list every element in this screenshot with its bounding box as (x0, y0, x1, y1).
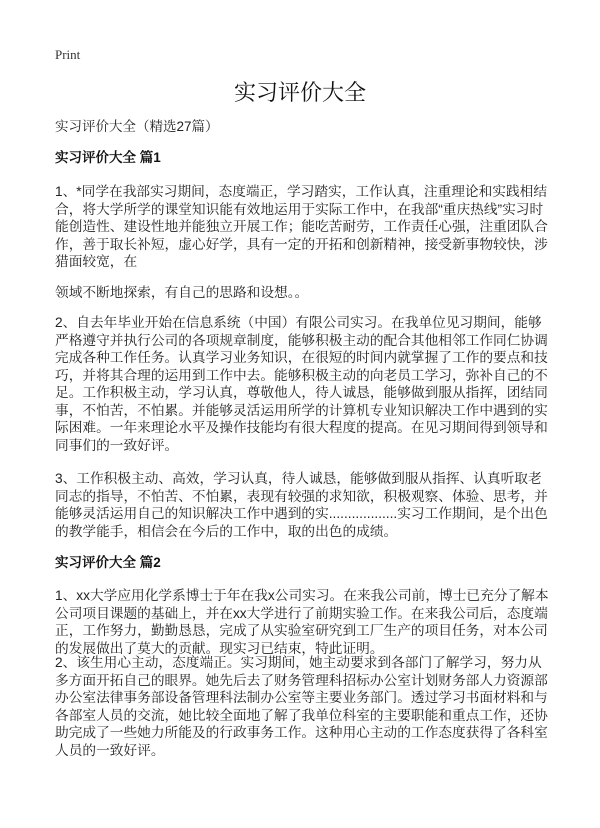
paragraph-line: 1、xx大学应用化学系博士于年在我x公司实习。在来我公司前，博士已充分了解本 (55, 588, 549, 603)
paragraph-line: 办公室法律事务部设备管理科法制办公室等主要业务部门。透过学习书面材料和与 (55, 690, 548, 705)
paragraph-line: 多方面开拓自己的眼界。她先后去了财务管理科招标办公室计划财务部人力资源部 (55, 672, 548, 688)
paragraph (55, 183, 555, 271)
paragraph-line: 能创造性、建设性地并能独立开展工作；能吃苦耐劳，工作责任心强，注重团队合 (55, 219, 548, 234)
paragraph-line: 的教学能手，相信会在今后的工作中，取的出色的成绩。 (55, 523, 398, 539)
paragraph-line: 合，将大学所学的课堂知识能有效地运用于实际工作中，在我部“重庆热线”实习时 (55, 201, 544, 217)
paragraph-line: 2、该生用心主动，态度端正。实习期间，她主动要求到各部门了解学习，努力从 (55, 655, 542, 670)
paragraph-line: 际困难。一年来理论水平及操作技能均有很大程度的提高。在见习期间得到领导和 (55, 420, 548, 435)
paragraph-line: 作，善于取长补短，虚心好学，具有一定的开拓和创新精神，接受新事物较快，涉 (55, 236, 548, 252)
paragraph (55, 314, 555, 454)
paragraph-line: 事，不怕苦，不怕累。并能够灵活运用所学的计算机专业知识解决工作中遇到的实 (55, 402, 548, 418)
paragraph-line: 助完成了一些她力所能及的行政事务工作。这种用心主动的工作态度获得了各科室 (55, 725, 548, 740)
paragraph-line: 同事们的一致好评。 (55, 437, 179, 453)
paragraph-line: 各部室人员的交流，她比较全面地了解了我单位科室的主要职能和重点工作，还协 (55, 707, 548, 723)
print-link[interactable]: Print (55, 47, 81, 62)
paragraph-line: 足。工作积极主动，学习认真，尊敬他人，待人诚恳，能够做到服从指挥，团结同 (55, 385, 548, 400)
page-title: 实习评价大全 (233, 80, 366, 105)
paragraph-line: 3、工作积极主动、高效，学习认真，待人诚恳，能够做到服从指挥、认真听取老 (55, 471, 542, 486)
paragraph-line: 同志的指导，不怕苦、不怕累，表现有较强的求知欲，积极观察、体验、思考，并 (55, 488, 548, 504)
paragraph-line: 领域不断地探索，有自己的思路和设想。。 (55, 285, 309, 300)
paragraph-line: 人员的一致好评。 (55, 742, 165, 758)
paragraph-line: 正，工作努力，勤勤恳恳，完成了从实验室研究到工厂生产的项目任务，对本公司 (55, 623, 548, 638)
paragraph-line: 的发展做出了莫大的贡献。现实习已结束，特此证明。 (55, 640, 384, 656)
paragraph (55, 470, 555, 540)
paragraph-line: 2、自去年毕业开始在信息系统（中国）有限公司实习。在我单位见习期间，能够 (55, 315, 542, 330)
document-subtitle: 实习评价大全（精选27篇） (55, 119, 219, 134)
paragraph-line: 完成各种工作任务。认真学习业务知识，在很短的时间内就掌握了工作的要点和技 (55, 350, 548, 365)
paragraph (55, 284, 555, 302)
paragraph-line: 公司项目课题的基础上，并在xx大学进行了前期实验工作。在来我公司后，态度端 (55, 605, 548, 621)
paragraph-line: 1、*同学在我部实习期间，态度端正，学习踏实，工作认真，注重理论和实践相结 (55, 184, 548, 199)
paragraph-line: 能够灵活运用自己的知识解决工作中遇到的实..................实习工作期间，是个出色 (55, 506, 548, 521)
paragraph-line: 严格遵守并执行公司的各项规章制度，能够积极主动的配合其他相邻工作同仁协调 (55, 332, 548, 348)
paragraph-line: 猎面较宽，在 (55, 254, 138, 269)
paragraph (55, 654, 555, 759)
section-heading-2: 实习评价大全 篇2 (55, 555, 161, 570)
paragraph (55, 587, 555, 657)
section-heading-1: 实习评价大全 篇1 (55, 150, 161, 165)
paragraph-line: 巧，并将其合理的运用到工作中去。能够积极主动的向老员工学习，弥补自己的不 (55, 367, 548, 383)
